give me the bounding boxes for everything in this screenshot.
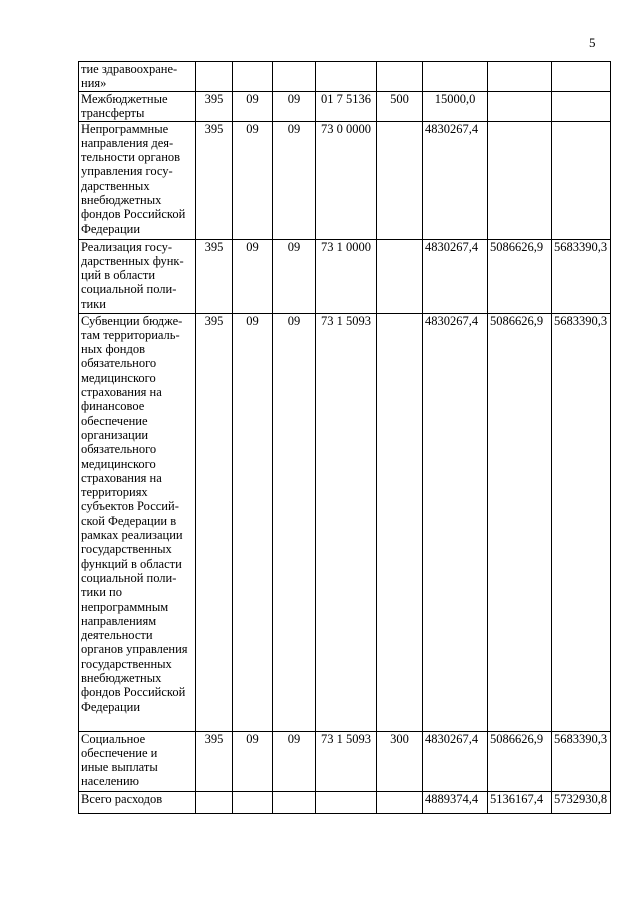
table-row xyxy=(79,62,611,92)
item-name-cell: тие здравоохране- ния» xyxy=(79,62,196,92)
section-code-cell: 09 xyxy=(233,239,273,313)
amount-year2-cell: 5136167,4 xyxy=(488,791,552,813)
section-code-cell: 09 xyxy=(233,731,273,791)
amount-year2-cell xyxy=(488,121,552,239)
admin-code-cell: 395 xyxy=(196,731,233,791)
target-article-cell xyxy=(316,791,377,813)
admin-code-cell: 395 xyxy=(196,121,233,239)
amount-year2-cell: 5086626,9 xyxy=(488,239,552,313)
amount-year2-cell: 5086626,9 xyxy=(488,731,552,791)
amount-year1-cell: 4889374,4 xyxy=(423,791,488,813)
item-name-cell: Непрограммные направления дея- тельности органов управления госу- дарственных внебюджетных фондов Российской Федерации xyxy=(79,121,196,239)
target-article-cell: 73 0 0000 xyxy=(316,121,377,239)
expense-type-cell: 300 xyxy=(377,731,423,791)
subsection-code-cell: 09 xyxy=(273,121,316,239)
section-code-cell xyxy=(233,62,273,92)
target-article-cell xyxy=(316,62,377,92)
expense-type-cell xyxy=(377,239,423,313)
expense-type-cell xyxy=(377,62,423,92)
table-body xyxy=(79,62,611,814)
item-name-cell: Межбюджетные трансферты xyxy=(79,91,196,121)
admin-code-cell xyxy=(196,791,233,813)
admin-code-cell: 395 xyxy=(196,239,233,313)
item-name-cell: Субвенции бюдже- там территориаль- ных фондов обязательного медицинского страхования на финансовое обеспечение организации обязательного медицинского страхования на территориях субъектов Россий- ской Федерации в рамках реализации государственных функций в области социальной поли- тики по непрограммным направлениям деятельности органов управления государственных внебюджетных фондов Российской Федерации xyxy=(79,313,196,731)
table-row xyxy=(79,121,611,239)
amount-year3-cell xyxy=(552,62,611,92)
subsection-code-cell xyxy=(273,62,316,92)
item-name-cell: Социальное обеспечение и иные выплаты населению xyxy=(79,731,196,791)
target-article-cell: 01 7 5136 xyxy=(316,91,377,121)
table-row xyxy=(79,313,611,731)
item-name-cell: Реализация госу- дарственных функ- ций в области социальной поли- тики xyxy=(79,239,196,313)
section-code-cell: 09 xyxy=(233,313,273,731)
expense-type-cell xyxy=(377,791,423,813)
amount-year3-cell xyxy=(552,91,611,121)
admin-code-cell: 395 xyxy=(196,313,233,731)
section-code-cell xyxy=(233,791,273,813)
amount-year3-cell xyxy=(552,121,611,239)
amount-year3-cell: 5732930,8 xyxy=(552,791,611,813)
amount-year1-cell: 4830267,4 xyxy=(423,121,488,239)
amount-year3-cell: 5683390,3 xyxy=(552,731,611,791)
subsection-code-cell: 09 xyxy=(273,731,316,791)
section-code-cell: 09 xyxy=(233,91,273,121)
table-row xyxy=(79,91,611,121)
subsection-code-cell: 09 xyxy=(273,239,316,313)
page-number: 5 xyxy=(589,35,596,50)
target-article-cell: 73 1 5093 xyxy=(316,731,377,791)
subsection-code-cell: 09 xyxy=(273,313,316,731)
amount-year1-cell: 4830267,4 xyxy=(423,731,488,791)
expense-type-cell: 500 xyxy=(377,91,423,121)
subsection-code-cell: 09 xyxy=(273,91,316,121)
table-row xyxy=(79,791,611,813)
subsection-code-cell xyxy=(273,791,316,813)
section-code-cell: 09 xyxy=(233,121,273,239)
admin-code-cell xyxy=(196,62,233,92)
budget-table xyxy=(78,61,611,814)
target-article-cell: 73 1 5093 xyxy=(316,313,377,731)
amount-year1-cell: 15000,0 xyxy=(423,91,488,121)
expense-type-cell xyxy=(377,121,423,239)
amount-year3-cell: 5683390,3 xyxy=(552,239,611,313)
amount-year2-cell: 5086626,9 xyxy=(488,313,552,731)
amount-year1-cell: 4830267,4 xyxy=(423,239,488,313)
amount-year1-cell xyxy=(423,62,488,92)
target-article-cell: 73 1 0000 xyxy=(316,239,377,313)
expense-type-cell xyxy=(377,313,423,731)
item-name-cell: Всего расходов xyxy=(79,791,196,813)
admin-code-cell: 395 xyxy=(196,91,233,121)
table-row xyxy=(79,731,611,791)
table-row xyxy=(79,239,611,313)
amount-year2-cell xyxy=(488,91,552,121)
amount-year3-cell: 5683390,3 xyxy=(552,313,611,731)
amount-year2-cell xyxy=(488,62,552,92)
amount-year1-cell: 4830267,4 xyxy=(423,313,488,731)
